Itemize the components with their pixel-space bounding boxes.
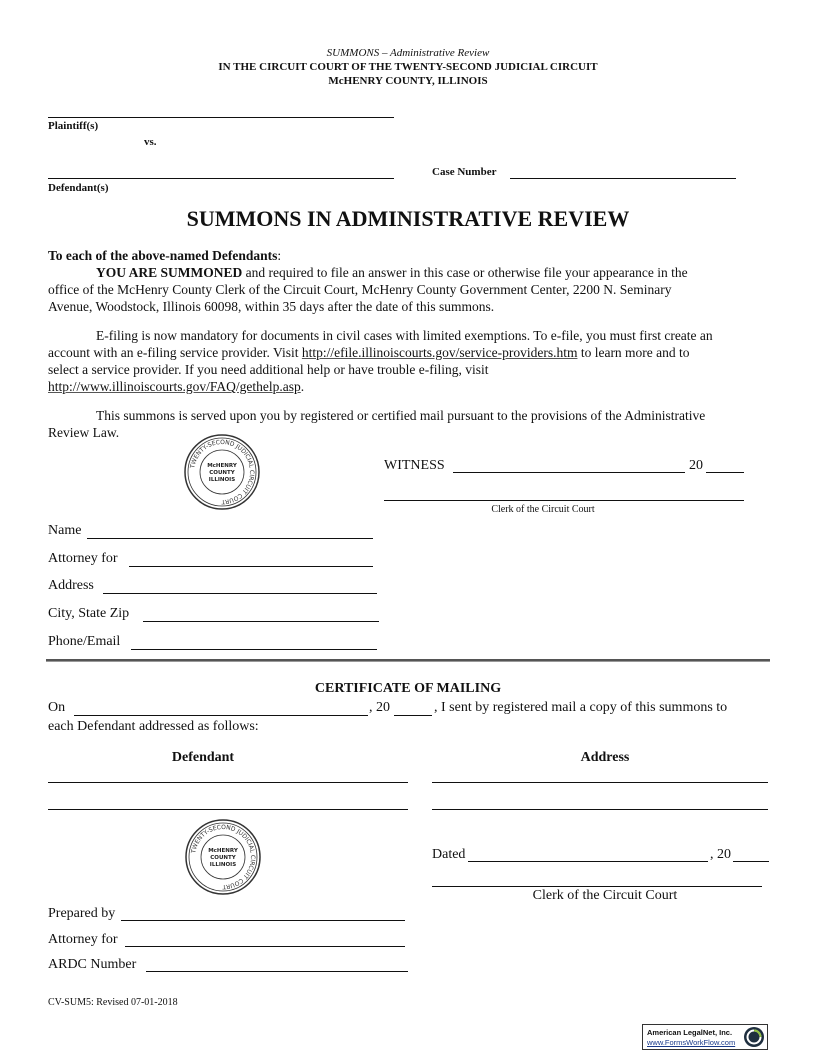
- attorney-for-label: Attorney for: [48, 551, 118, 566]
- prepared-attorney-for-line[interactable]: [125, 946, 405, 947]
- vs-label: vs.: [144, 136, 157, 148]
- attorney-city-label: City, State Zip: [48, 606, 130, 621]
- case-number-label: Case Number: [432, 166, 497, 178]
- certificate-clerk-caption: Clerk of the Circuit Court: [532, 888, 678, 903]
- salutation: [48, 248, 281, 264]
- case-number-line[interactable]: [510, 178, 736, 179]
- certificate-year-prefix: , 20: [369, 700, 390, 715]
- witness-clerk-line[interactable]: [384, 500, 744, 501]
- brand-logo-icon: [743, 1026, 765, 1048]
- dated-year-prefix: , 20: [710, 847, 731, 862]
- witness-label: WITNESS: [384, 458, 445, 473]
- efile-line-2-pre: account with an e-filing service provider. Visit: [48, 345, 302, 360]
- certificate-line-2: each Defendant addressed as follows:: [48, 719, 259, 734]
- address-entry-line[interactable]: [432, 782, 768, 783]
- attorney-phone-line[interactable]: [131, 649, 377, 650]
- attorney-address-line[interactable]: [103, 593, 377, 594]
- svg-text:TWENTY-SECOND JUDICIAL CIRCUIT: TWENTY-SECOND JUDICIAL CIRCUIT COURT: [189, 438, 256, 506]
- defendant-entry-line[interactable]: [48, 782, 408, 783]
- certificate-clerk-line[interactable]: [432, 886, 762, 887]
- svg-text:TWENTY-SECOND JUDICIAL CIRCUIT: TWENTY-SECOND JUDICIAL CIRCUIT COURT: [190, 823, 257, 891]
- certificate-on-label: On: [48, 700, 66, 715]
- svg-text:COUNTY: COUNTY: [210, 855, 236, 861]
- summoned-bold: YOU ARE SUMMONED: [96, 265, 243, 280]
- defendant-entry-line[interactable]: [48, 809, 408, 810]
- ardc-number-line[interactable]: [146, 971, 408, 972]
- dated-label: Dated: [432, 847, 466, 862]
- svg-text:COUNTY: COUNTY: [209, 470, 235, 476]
- witness-year-prefix: 20: [689, 458, 703, 473]
- attorney-for-line[interactable]: [129, 566, 373, 567]
- witness-clerk-caption: Clerk of the Circuit Court: [491, 504, 595, 515]
- efile-line-2-post: to learn more and to: [577, 345, 690, 360]
- efile-line-1: E-filing is now mandatory for documents in civil cases with limited exemptions. To e-file, you must first create an: [96, 328, 713, 343]
- efile-line-4: [48, 379, 304, 395]
- prepared-by-label: Prepared by: [48, 906, 116, 921]
- attorney-name-line[interactable]: [87, 538, 373, 539]
- certificate-year-line[interactable]: [394, 715, 432, 716]
- efile-line-3: select a service provider. If you need additional help or have trouble e-filing, visit: [48, 362, 489, 377]
- certificate-sentence-rest: , I sent by registered mail a copy of this summons to: [434, 700, 728, 715]
- column-defendant-header: Defendant: [171, 750, 235, 765]
- attorney-address-label: Address: [48, 578, 94, 593]
- dated-year-line[interactable]: [733, 861, 769, 862]
- prepared-attorney-for-label: Attorney for: [48, 932, 118, 947]
- efile-link-gethelp[interactable]: http://www.illinoiscourts.gov/FAQ/gethelp.asp: [48, 379, 301, 394]
- attorney-phone-label: Phone/Email: [48, 634, 121, 649]
- address-entry-line[interactable]: [432, 809, 768, 810]
- brand-name: American LegalNet, Inc.: [647, 1028, 733, 1037]
- svg-text:McHENRY: McHENRY: [207, 463, 237, 469]
- summoned-rest: and required to file an answer in this case or otherwise file your appearance in the: [242, 265, 688, 280]
- efile-link-service-providers[interactable]: http://efile.illinoiscourts.gov/service-providers.htm: [301, 345, 578, 360]
- attorney-name-label: Name: [48, 523, 82, 538]
- brand-url[interactable]: www.FormsWorkFlow.com: [647, 1038, 736, 1047]
- summoned-line-2: office of the McHenry County Clerk of the Circuit Court, McHenry County Government Center, 2200 N. Seminary: [48, 282, 672, 297]
- court-line-1: IN THE CIRCUIT COURT OF THE TWENTY-SECOND JUDICIAL CIRCUIT: [218, 61, 598, 73]
- defendant-line[interactable]: [48, 178, 394, 179]
- certificate-heading: CERTIFICATE OF MAILING: [314, 681, 502, 696]
- certificate-date-line[interactable]: [74, 715, 368, 716]
- salutation-colon: :: [277, 248, 282, 263]
- svg-text:McHENRY: McHENRY: [208, 848, 238, 854]
- witness-year-line[interactable]: [706, 472, 744, 473]
- svg-text:ILLINOIS: ILLINOIS: [209, 862, 237, 868]
- dated-line[interactable]: [468, 861, 708, 862]
- plaintiff-line[interactable]: [48, 117, 394, 118]
- svg-text:ILLINOIS: ILLINOIS: [208, 477, 236, 483]
- ardc-number-label: ARDC Number: [48, 957, 137, 972]
- court-line-2: McHENRY COUNTY, ILLINOIS: [328, 75, 488, 87]
- page-title: SUMMONS IN ADMINISTRATIVE REVIEW: [186, 206, 630, 231]
- section-divider: [46, 659, 770, 662]
- form-code: CV-SUM5: Revised 07-01-2018: [48, 997, 178, 1008]
- form-label: SUMMONS – Administrative Review: [326, 47, 490, 59]
- served-line-1: This summons is served upon you by registered or certified mail pursuant to the provisions of the Administrative: [96, 408, 706, 423]
- served-line-2: Review Law.: [48, 425, 120, 440]
- plaintiff-label: Plaintiff(s): [48, 120, 99, 132]
- court-seal-icon: [183, 433, 261, 511]
- summoned-line-3: Avenue, Woodstock, Illinois 60098, within 35 days after the date of this summons.: [48, 299, 495, 314]
- court-seal-icon: [184, 818, 262, 896]
- efile-period: .: [300, 379, 305, 394]
- column-address-header: Address: [580, 750, 630, 765]
- efile-line-2: [48, 345, 690, 361]
- salutation-text: To each of the above-named Defendants: [48, 248, 278, 263]
- brand-badge[interactable]: [642, 1024, 768, 1050]
- summoned-line-1: [96, 265, 688, 281]
- attorney-city-line[interactable]: [143, 621, 379, 622]
- prepared-by-line[interactable]: [121, 920, 405, 921]
- defendant-label: Defendant(s): [48, 182, 109, 194]
- witness-line[interactable]: [453, 472, 685, 473]
